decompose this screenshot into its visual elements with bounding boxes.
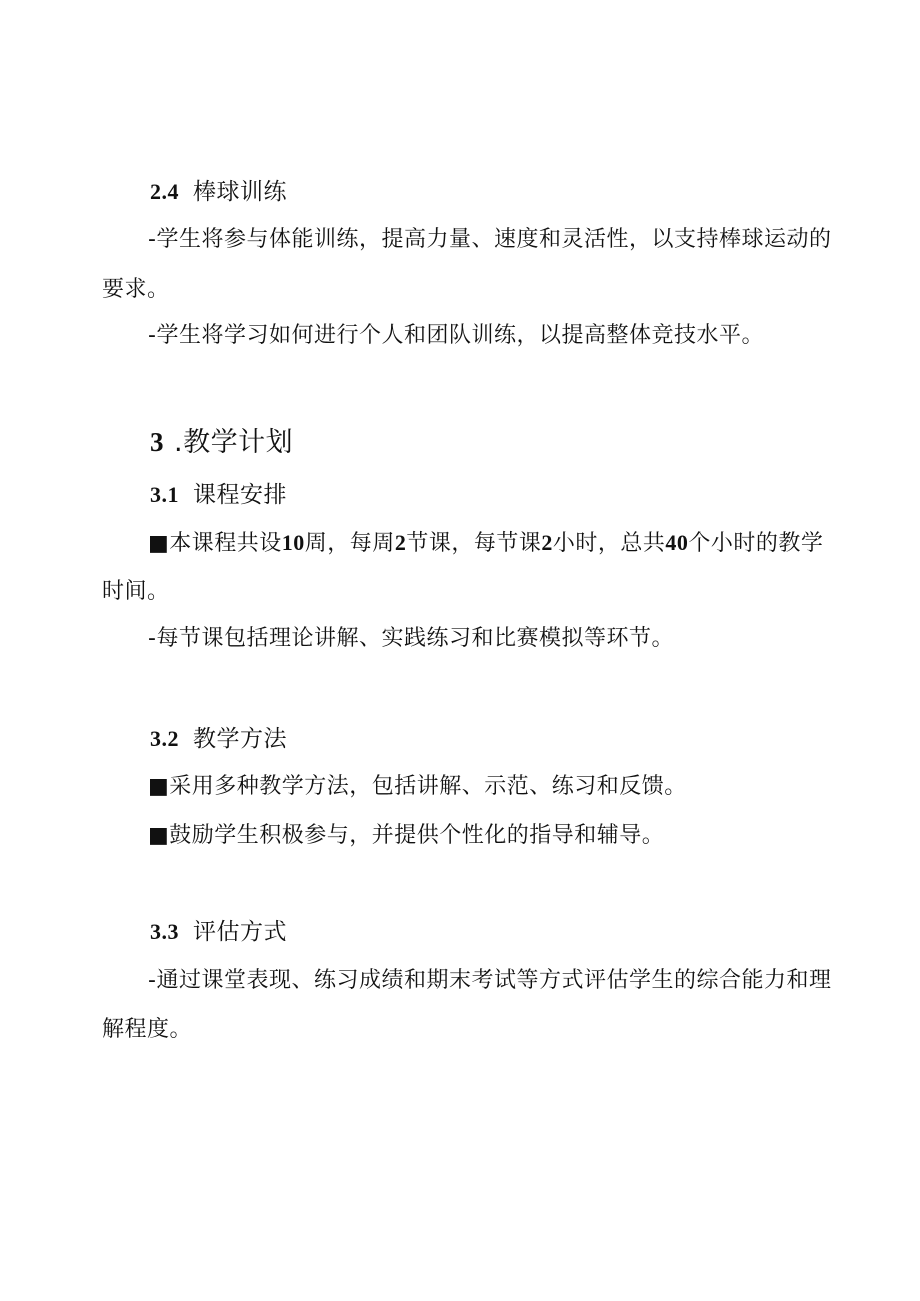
paragraph-line: -每节课包括理论讲解、实践练习和比赛模拟等环节。 [148, 626, 674, 651]
paragraph-line: ■采用多种教学方法，包括讲解、示范、练习和反馈。 [148, 774, 687, 799]
section-title: 棒球训练 [193, 179, 287, 205]
text-run: 节课，每节课 [406, 531, 542, 556]
number-run: 40 [665, 530, 689, 555]
text-run: 小时，总共 [552, 531, 666, 556]
section-heading-3-3 [150, 918, 287, 946]
section-title: 教学方法 [193, 726, 287, 752]
section-number: 3.2 [150, 726, 179, 751]
paragraph-line: 要求。 [102, 277, 170, 302]
paragraph-line: 解程度。 [102, 1017, 193, 1042]
paragraph-line: ■鼓励学生积极参与，并提供个性化的指导和辅导。 [148, 823, 665, 848]
section-title: 评估方式 [193, 919, 287, 945]
number-run: 2 [394, 530, 407, 555]
section-number: 3.3 [150, 919, 179, 944]
section-heading-2-4 [150, 178, 287, 206]
section-title: .教学计划 [174, 427, 294, 458]
text-run: 个小时的教学 [688, 531, 824, 556]
number-run: 2 [541, 530, 553, 555]
section-heading-3-1 [150, 481, 287, 509]
section-heading-3-2 [150, 725, 287, 753]
number-run: 10 [281, 530, 305, 555]
paragraph-line: -通过课堂表现、练习成绩和期末考试等方式评估学生的综合能力和理 [148, 968, 832, 993]
section-number: 3.1 [150, 482, 179, 507]
paragraph-line [148, 529, 823, 558]
section-title: 课程安排 [193, 482, 287, 508]
chapter-heading-3 [150, 425, 293, 460]
text-run: 周，每周 [304, 531, 395, 556]
section-number: 3 [150, 427, 164, 457]
text-run: ■本课程共设 [148, 531, 282, 556]
section-number: 2.4 [150, 179, 179, 204]
paragraph-line: -学生将参与体能训练，提高力量、速度和灵活性，以支持棒球运动的 [148, 227, 832, 252]
paragraph-line: -学生将学习如何进行个人和团队训练，以提高整体竞技水平。 [148, 323, 764, 348]
paragraph-line: 时间。 [102, 579, 170, 604]
